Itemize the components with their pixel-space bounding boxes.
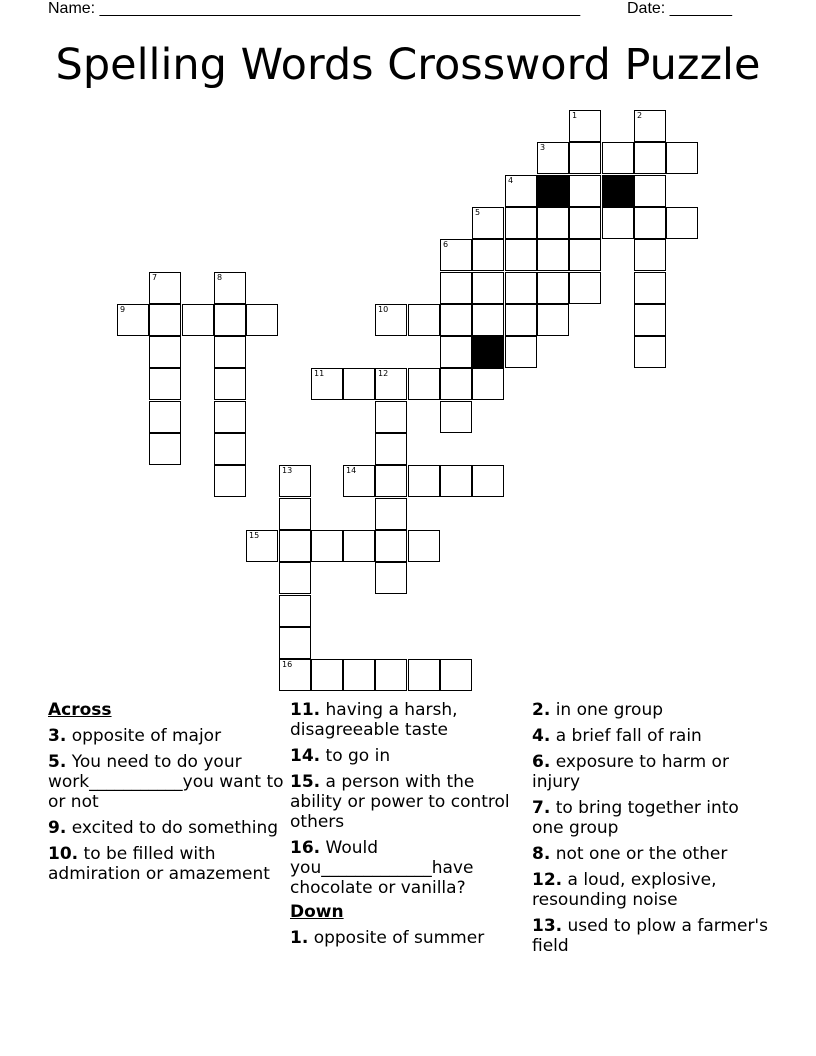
grid-cell[interactable] <box>375 304 407 336</box>
grid-cell[interactable] <box>634 336 666 368</box>
across-heading: Across <box>48 700 112 720</box>
grid-cell[interactable] <box>343 368 375 400</box>
clue-number: 8. <box>532 844 551 864</box>
clue-number: 15 <box>249 531 260 540</box>
grid-cell[interactable] <box>311 659 343 691</box>
clue-number: 13. <box>532 916 563 936</box>
name-field[interactable]: Name: ______________________________________________________ <box>48 0 581 17</box>
grid-cell[interactable] <box>602 207 634 239</box>
grid-cell[interactable] <box>440 272 472 304</box>
clue-item <box>532 870 772 910</box>
clue-item <box>532 726 772 746</box>
clue-text: exposure to harm or injury <box>532 752 729 792</box>
clue-number: 1. <box>290 928 309 948</box>
grid-cell[interactable] <box>375 465 407 497</box>
grid-cell[interactable] <box>149 433 181 465</box>
clue-text: You need to do your work___________you want to or not <box>48 752 284 812</box>
grid-cell[interactable] <box>440 336 472 368</box>
clue-item <box>532 700 772 720</box>
clue-item <box>290 772 530 832</box>
grid-cell[interactable] <box>537 142 569 174</box>
grid-cell[interactable] <box>505 239 537 271</box>
grid-cell[interactable] <box>472 304 504 336</box>
clue-number: 6 <box>443 240 449 249</box>
grid-cell[interactable] <box>569 207 601 239</box>
grid-cell[interactable] <box>149 336 181 368</box>
clue-number: 16. <box>290 838 321 858</box>
grid-cell[interactable] <box>569 272 601 304</box>
clue-item <box>48 726 288 746</box>
grid-cell[interactable] <box>666 142 698 174</box>
clue-item <box>532 798 772 838</box>
clue-number: 13 <box>282 466 293 475</box>
grid-cell[interactable] <box>440 304 472 336</box>
grid-cell[interactable] <box>569 110 601 142</box>
grid-cell[interactable] <box>149 272 181 304</box>
grid-cell[interactable] <box>214 401 246 433</box>
clue-number: 16 <box>282 660 293 669</box>
grid-cell[interactable] <box>634 272 666 304</box>
clue-text: to be filled with admiration or amazement <box>48 844 270 884</box>
grid-cell[interactable] <box>214 304 246 336</box>
grid-cell[interactable] <box>602 142 634 174</box>
grid-cell[interactable] <box>375 659 407 691</box>
date-field[interactable]: Date: _______ <box>627 0 732 17</box>
grid-cell[interactable] <box>472 239 504 271</box>
grid-cell[interactable] <box>408 530 440 562</box>
grid-cell[interactable] <box>182 304 214 336</box>
grid-cell[interactable] <box>440 368 472 400</box>
grid-cell[interactable] <box>634 239 666 271</box>
clue-number: 10. <box>48 844 79 864</box>
grid-cell[interactable] <box>214 368 246 400</box>
clue-number: 5 <box>475 208 481 217</box>
clue-text: in one group <box>550 700 664 720</box>
clue-number: 12. <box>532 870 563 890</box>
grid-cell[interactable] <box>440 659 472 691</box>
grid-cell[interactable] <box>375 498 407 530</box>
clue-text: not one or the other <box>550 844 728 864</box>
grid-cell[interactable] <box>569 239 601 271</box>
grid-cell[interactable] <box>149 368 181 400</box>
clue-text: a person with the ability or power to control others <box>290 772 510 832</box>
clues-column-3 <box>532 700 772 962</box>
grid-cell[interactable] <box>149 401 181 433</box>
grid-cell[interactable] <box>505 207 537 239</box>
grid-cell[interactable] <box>408 465 440 497</box>
grid-cell[interactable] <box>214 336 246 368</box>
clue-text: used to plow a farmer's field <box>532 916 768 956</box>
clues-column-1 <box>48 700 288 890</box>
clue-item <box>290 838 530 898</box>
clue-item <box>48 752 288 812</box>
clue-number: 6. <box>532 752 551 772</box>
grid-cell[interactable] <box>246 304 278 336</box>
grid-cell[interactable] <box>505 304 537 336</box>
grid-cell[interactable] <box>472 207 504 239</box>
clue-item <box>48 844 288 884</box>
clue-item <box>532 916 772 956</box>
clue-number: 3. <box>48 726 67 746</box>
grid-cell[interactable] <box>634 110 666 142</box>
grid-cell[interactable] <box>472 465 504 497</box>
grid-cell[interactable] <box>279 627 311 659</box>
clue-item <box>290 746 530 766</box>
grid-cell[interactable] <box>408 304 440 336</box>
down-heading: Down <box>290 902 344 922</box>
clue-number: 8 <box>217 273 223 282</box>
clue-item <box>48 818 288 838</box>
grid-cell[interactable] <box>311 530 343 562</box>
clue-number: 11 <box>314 369 325 378</box>
clue-item <box>290 928 530 948</box>
clue-text: a brief fall of rain <box>550 726 702 746</box>
grid-cell[interactable] <box>634 207 666 239</box>
clue-number: 15. <box>290 772 321 792</box>
grid-cell[interactable] <box>472 368 504 400</box>
clue-number: 9 <box>120 305 126 314</box>
grid-cell[interactable] <box>537 304 569 336</box>
clue-number: 11. <box>290 700 321 720</box>
grid-cell[interactable] <box>375 530 407 562</box>
grid-cell[interactable] <box>440 401 472 433</box>
grid-cell[interactable] <box>375 562 407 594</box>
clue-text: to bring together into one group <box>532 798 739 838</box>
grid-cell[interactable] <box>375 368 407 400</box>
clue-text: a loud, explosive, resounding noise <box>532 870 717 910</box>
grid-cell[interactable] <box>569 175 601 207</box>
clue-text: Would you_____________have chocolate or vanilla? <box>290 838 474 898</box>
clue-item <box>290 700 530 740</box>
grid-cell[interactable] <box>408 659 440 691</box>
black-cell <box>602 175 634 207</box>
grid-cell[interactable] <box>440 465 472 497</box>
grid-cell[interactable] <box>279 465 311 497</box>
grid-cell[interactable] <box>279 595 311 627</box>
clues-column-2 <box>290 700 530 954</box>
page-title: Spelling Words Crossword Puzzle <box>55 40 761 90</box>
clue-item <box>532 844 772 864</box>
clue-text: to go in <box>320 746 391 766</box>
grid-cell[interactable] <box>408 368 440 400</box>
clue-number: 14. <box>290 746 321 766</box>
grid-cell[interactable] <box>279 498 311 530</box>
grid-cell[interactable] <box>214 272 246 304</box>
grid-cell[interactable] <box>505 272 537 304</box>
grid-cell[interactable] <box>375 401 407 433</box>
grid-cell[interactable] <box>117 304 149 336</box>
clue-text: excited to do something <box>66 818 279 838</box>
grid-cell[interactable] <box>537 272 569 304</box>
grid-cell[interactable] <box>634 142 666 174</box>
grid-cell[interactable] <box>343 530 375 562</box>
grid-cell[interactable] <box>472 272 504 304</box>
clue-number: 2 <box>637 111 643 120</box>
grid-cell[interactable] <box>343 465 375 497</box>
grid-cell[interactable] <box>537 239 569 271</box>
clue-number: 2. <box>532 700 551 720</box>
black-cell <box>472 336 504 368</box>
clue-number: 9. <box>48 818 67 838</box>
clue-text: opposite of summer <box>308 928 485 948</box>
grid-cell[interactable] <box>634 175 666 207</box>
grid-cell[interactable] <box>569 142 601 174</box>
clue-number: 7 <box>152 273 158 282</box>
grid-cell[interactable] <box>311 368 343 400</box>
grid-cell[interactable] <box>505 336 537 368</box>
clue-number: 12 <box>378 369 389 378</box>
clue-text: having a harsh, disagreeable taste <box>290 700 458 740</box>
grid-cell[interactable] <box>214 433 246 465</box>
grid-cell[interactable] <box>505 175 537 207</box>
black-cell <box>537 175 569 207</box>
clue-number: 14 <box>346 466 357 475</box>
grid-cell[interactable] <box>149 304 181 336</box>
clue-item <box>532 752 772 792</box>
clue-text: opposite of major <box>66 726 222 746</box>
clue-number: 5. <box>48 752 67 772</box>
grid-cell[interactable] <box>440 239 472 271</box>
grid-cell[interactable] <box>279 562 311 594</box>
grid-cell[interactable] <box>343 659 375 691</box>
grid-cell[interactable] <box>537 207 569 239</box>
grid-cell[interactable] <box>375 433 407 465</box>
grid-cell[interactable] <box>279 659 311 691</box>
clue-number: 4 <box>508 176 514 185</box>
clue-number: 1 <box>572 111 578 120</box>
grid-cell[interactable] <box>246 530 278 562</box>
clue-number: 3 <box>540 143 546 152</box>
grid-cell[interactable] <box>666 207 698 239</box>
clue-number: 10 <box>378 305 389 314</box>
grid-cell[interactable] <box>634 304 666 336</box>
clue-number: 4. <box>532 726 551 746</box>
grid-cell[interactable] <box>214 465 246 497</box>
grid-cell[interactable] <box>279 530 311 562</box>
clue-number: 7. <box>532 798 551 818</box>
